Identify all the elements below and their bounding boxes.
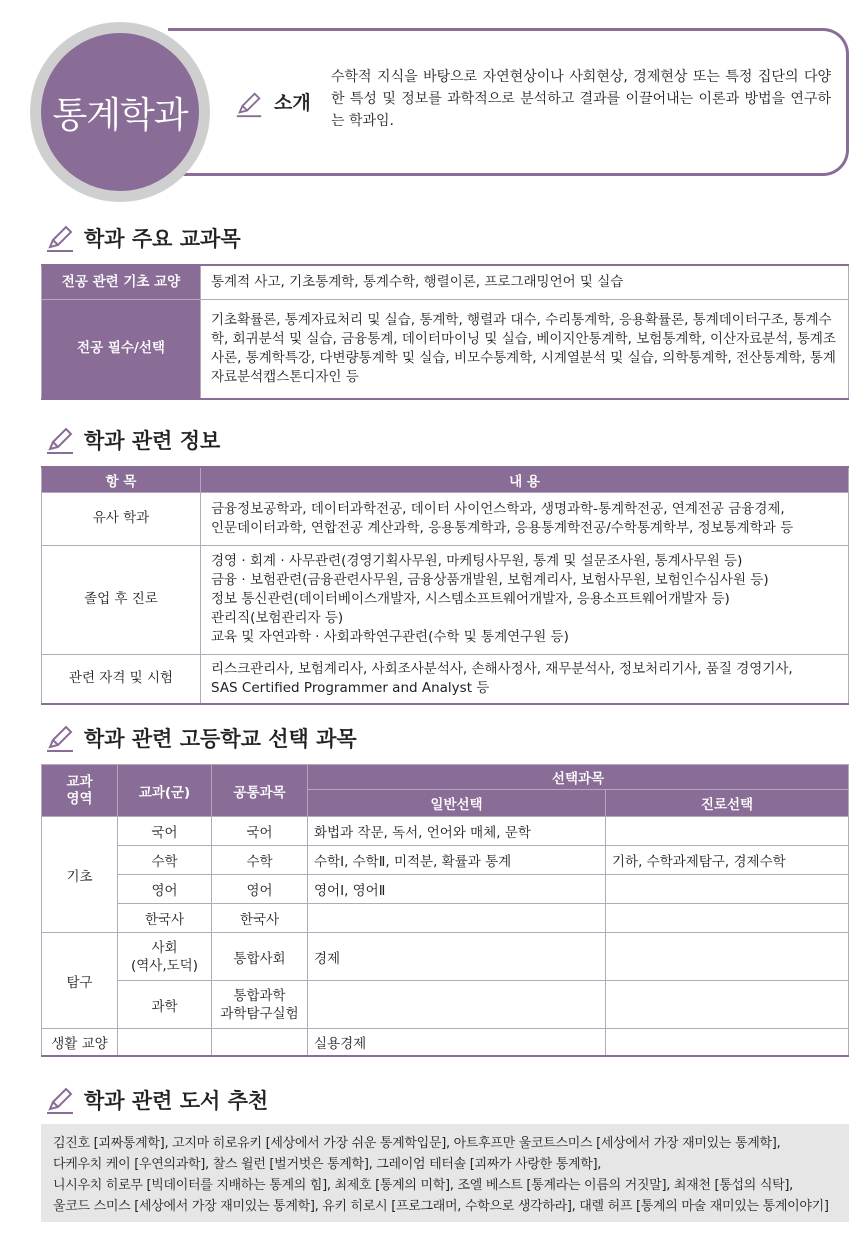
- section-title: 학과 관련 고등학교 선택 과목: [84, 727, 357, 751]
- header-text: 영역: [66, 790, 93, 807]
- table-row: [42, 545, 849, 654]
- common-cell: 국어: [212, 817, 308, 846]
- row-value: 통계적 사고, 기초통계학, 통계수학, 행렬이론, 프로그래밍언어 및 실습: [201, 265, 849, 299]
- table-row: [42, 846, 849, 875]
- subject-cell: 국어: [118, 817, 212, 846]
- text-line: 경영 · 회계 · 사무관련(경영기획사무원, 마케팅사무원, 통계 및 설문조사원, 통계사무원 등): [211, 553, 743, 569]
- row-value: [201, 492, 849, 545]
- area-cell: 생활 교양: [42, 1029, 118, 1056]
- subject-cell: 과학: [118, 981, 212, 1029]
- table-row: [42, 1029, 849, 1056]
- col-header-elective: 선택과목: [308, 765, 849, 790]
- col-header-subject: 교과(군): [118, 765, 212, 817]
- common-cell: [212, 1029, 308, 1056]
- table-header-row: [42, 765, 849, 790]
- subject-cell: 영어: [118, 875, 212, 904]
- text-line: 금융 · 보험관련(금융관련사무원, 금융상품개발원, 보험계리사, 보험사무원, 보험인수심사원 등): [211, 572, 769, 588]
- text-line: 관리직(보험관리자 등): [211, 610, 344, 626]
- text-line: 인문데이터과학, 연합전공 계산과학, 응용통계학과, 응용통계학전공/수학통계학부, 정보통계학과 등: [211, 519, 794, 536]
- subject-cell: 수학: [118, 846, 212, 875]
- career-cell: [606, 875, 849, 904]
- pencil-icon: [44, 722, 76, 754]
- book-line: 니시우치 히로무 [빅데이터를 지배하는 통계의 힘], 최제호 [통계의 미학], 조엘 베스트 [통계라는 이름의 거짓말], 최재천 [통섭의 식탁],: [53, 1178, 793, 1193]
- text-line: SAS Certified Programmer and Analyst 등: [211, 679, 490, 696]
- subject-cell: 한국사: [118, 904, 212, 933]
- row-label: 관련 자격 및 시험: [42, 654, 201, 704]
- col-header-content: 내 용: [201, 467, 849, 492]
- area-cell: 기초: [42, 817, 118, 933]
- table-row: [42, 981, 849, 1029]
- general-cell: 실용경제: [308, 1029, 606, 1056]
- section-title: 학과 관련 도서 추천: [84, 1089, 269, 1113]
- cell-text: 통합과학: [233, 987, 286, 1004]
- subject-cell: [118, 1029, 212, 1056]
- section-heading-highschool: [44, 722, 357, 754]
- pencil-icon: [44, 424, 76, 456]
- table-row: [42, 817, 849, 846]
- text-line: 교육 및 자연과학 · 사회과학연구관련(수학 및 통계연구원 등): [211, 629, 569, 645]
- table-row: [42, 904, 849, 933]
- common-cell: [212, 981, 308, 1029]
- table-row: [42, 492, 849, 545]
- col-header-general: 일반선택: [308, 790, 606, 817]
- section-heading-books: [44, 1084, 268, 1116]
- cell-text: 과학탐구실험: [220, 1005, 299, 1022]
- area-cell: 탐구: [42, 933, 118, 1029]
- career-cell: [606, 817, 849, 846]
- intro-label: 소개: [274, 92, 311, 114]
- general-cell: [308, 904, 606, 933]
- row-value: [201, 654, 849, 704]
- table-row: [42, 875, 849, 904]
- common-cell: 수학: [212, 846, 308, 875]
- career-cell: [606, 1029, 849, 1056]
- general-cell: 수학Ⅰ, 수학Ⅱ, 미적분, 확률과 통계: [308, 846, 606, 875]
- career-cell: [606, 933, 849, 981]
- common-cell: 통합사회: [212, 933, 308, 981]
- book-line: 울코드 스미스 [세상에서 가장 재미있는 통계학], 유키 히로시 [프로그래머, 수학으로 생각하라], 대렐 허프 [통계의 마술 재미있는 통계이야기]: [53, 1199, 829, 1214]
- table-header-row: [42, 467, 849, 492]
- career-cell: 기하, 수학과제탐구, 경제수학: [606, 846, 849, 875]
- general-cell: 경제: [308, 933, 606, 981]
- row-value: [201, 545, 849, 654]
- col-header-common: 공통과목: [212, 765, 308, 817]
- table-row: [42, 933, 849, 981]
- page-title: 통계학과: [52, 94, 188, 136]
- highschool-table: [41, 764, 849, 1057]
- pencil-icon: [234, 89, 264, 119]
- row-label: 전공 관련 기초 교양: [42, 265, 201, 299]
- book-line: 다케우치 케이 [우연의과학], 찰스 윌런 [벌거벗은 통계학], 그레이엄 테터솔 [괴짜가 사랑한 통계학],: [53, 1157, 602, 1172]
- general-cell: [308, 981, 606, 1029]
- pencil-icon: [44, 222, 76, 254]
- career-cell: [606, 904, 849, 933]
- section-title: 학과 관련 정보: [84, 429, 221, 453]
- section-heading-info: [44, 424, 220, 456]
- cell-text: 사회: [151, 939, 178, 956]
- col-header-item: 항 목: [42, 467, 201, 492]
- section-heading-courses: [44, 222, 241, 254]
- general-cell: 화법과 작문, 독서, 언어와 매체, 문학: [308, 817, 606, 846]
- text-line: 리스크관리사, 보험계리사, 사회조사분석사, 손해사정사, 재무분석사, 정보처리기사, 품질 경영기사,: [211, 660, 793, 677]
- intro-text: 수학적 지식을 바탕으로 자연현상이나 사회현상, 경제현상 또는 특정 집단의 다양한 특성 및 정보를 과학적으로 분석하고 결과를 이끌어내는 이론과 방법을 연구하는 학과임.: [331, 69, 831, 129]
- info-table: [41, 466, 849, 705]
- text-line: 금융정보공학과, 데이터과학전공, 데이터 사이언스학과, 생명과학-통계학전공, 연계전공 금융경제,: [211, 500, 785, 517]
- header-text: 교과: [66, 773, 93, 790]
- table-row: [42, 299, 849, 399]
- row-value: 기초확률론, 통계자료처리 및 실습, 통계학, 행렬과 대수, 수리통계학, 응용확률론, 통계데이터구조, 통계수학, 회귀분석 및 실습, 금융통계, 데이터마이닝 및 실습, 베이지안통계학, 보험통계학, 이산자료분석, 통계조사론, 통계학특강, 다변량통계학 및 실습, 비모수통계학, 시계열분석 및 실습, 의학통계학, 전산통계학, 통계자료분석캡스톤디자인 등: [201, 299, 849, 399]
- pencil-icon: [44, 1084, 76, 1116]
- col-header-area: [42, 765, 118, 817]
- row-label: 전공 필수/선택: [42, 299, 201, 399]
- books-box: [41, 1124, 849, 1222]
- col-header-career: 진로선택: [606, 790, 849, 817]
- book-line: 김진호 [괴짜통계학], 고지마 히로유키 [세상에서 가장 쉬운 통계학입문], 아트후프만 울코트스미스 [세상에서 가장 재미있는 통계학],: [53, 1136, 781, 1151]
- row-label: 유사 학과: [42, 492, 201, 545]
- general-cell: 영어Ⅰ, 영어Ⅱ: [308, 875, 606, 904]
- table-row: [42, 654, 849, 704]
- common-cell: 한국사: [212, 904, 308, 933]
- text-line: 정보 통신관련(데이터베이스개발자, 시스템소프트웨어개발자, 응용소프트웨어개발자 등): [211, 591, 730, 607]
- courses-table: [41, 264, 849, 400]
- section-title: 학과 주요 교과목: [84, 227, 241, 251]
- row-label: 졸업 후 진로: [42, 545, 201, 654]
- subject-cell: [118, 933, 212, 981]
- table-row: [42, 265, 849, 299]
- career-cell: [606, 981, 849, 1029]
- cell-text: (역사,도덕): [131, 957, 198, 974]
- common-cell: 영어: [212, 875, 308, 904]
